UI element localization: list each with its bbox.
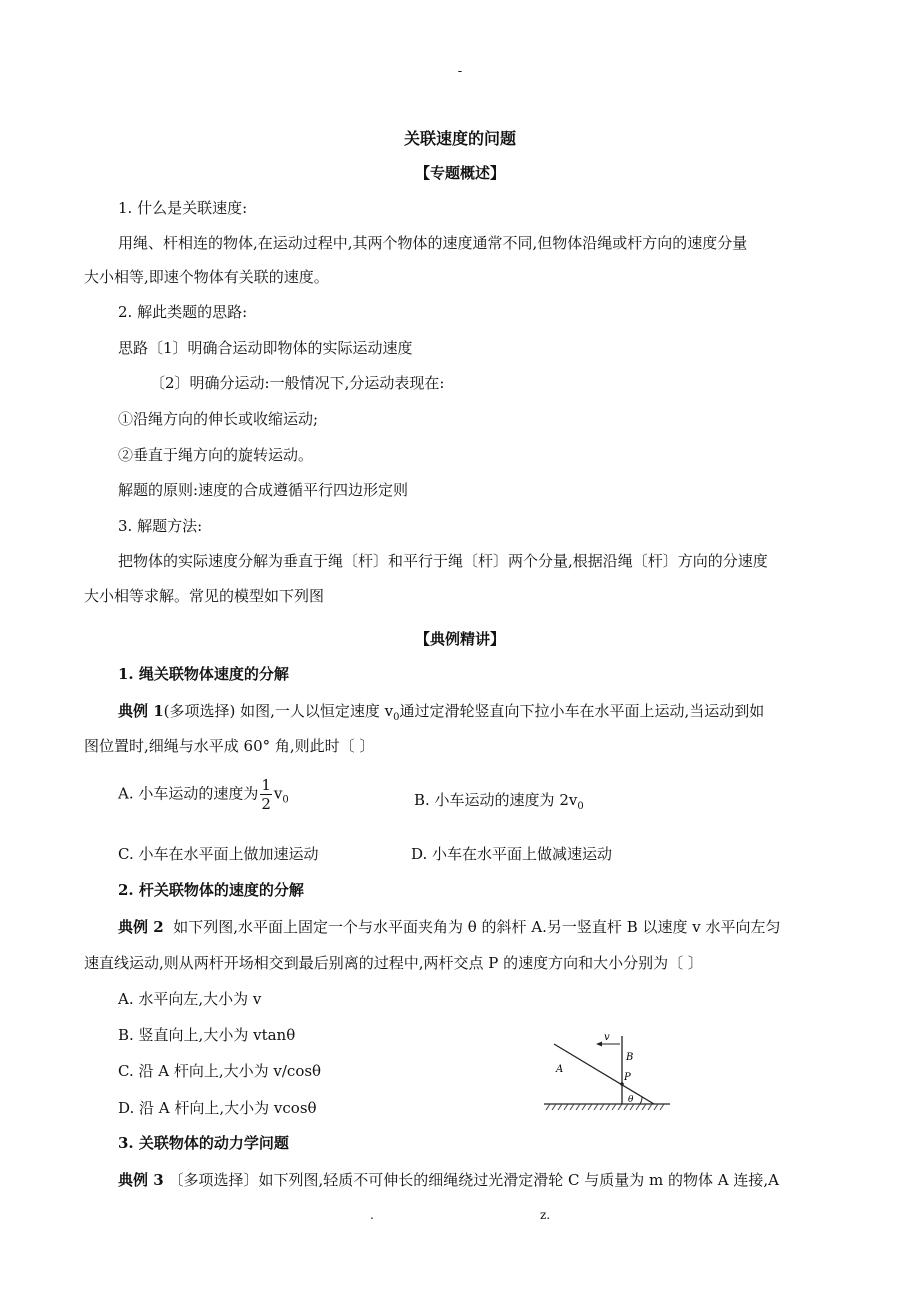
theta-arc: [640, 1097, 642, 1105]
page-title: 关联速度的问题: [403, 129, 516, 148]
example1-line2: 图位置时,细绳与水平成 60° 角,则此时〔 〕: [84, 737, 375, 755]
footer-right: z.: [540, 1208, 551, 1222]
overview-q3: 3. 解题方法:: [118, 517, 203, 535]
overview-q1: 1. 什么是关联速度:: [118, 199, 248, 217]
label-v: v: [604, 1032, 610, 1043]
section3-title: 3. 关联物体的动力学问题: [118, 1134, 289, 1152]
example2-line2: 速直线运动,则从两杆开场相交到最后别离的过程中,两杆交点 P 的速度方向和大小分别为〔 〕: [84, 954, 703, 972]
section1-title: 1. 绳关联物体速度的分解: [118, 665, 289, 683]
ground-hatch: [546, 1104, 664, 1110]
label-b: B: [626, 1052, 634, 1063]
example1-option-b: B. 小车运动的速度为 $2v_0$: [414, 791, 584, 812]
label-a: A: [556, 1064, 564, 1075]
example1-option-d: D. 小车在水平面上做减速运动: [411, 845, 613, 863]
overview-q1-body-1: 用绳、杆相连的物体,在运动过程中,其两个物体的速度通常不同,但物体沿绳或杆方向的速度分量: [118, 234, 748, 252]
header-mark: -: [457, 64, 463, 79]
velocity-arrowhead: [596, 1042, 602, 1047]
example2-label: 典例 2: [118, 918, 164, 936]
overview-q2-step2: 〔2〕明确分运动:一般情况下,分运动表现在:: [150, 374, 445, 392]
label-theta: θ: [628, 1095, 634, 1105]
label-p: P: [624, 1072, 631, 1083]
overview-q2-step4: ②垂直于绳方向的旋转运动。: [118, 446, 314, 464]
example2-option-c: C. 沿 A 杆向上,大小为 v/cosθ: [118, 1062, 322, 1080]
example2-option-d: D. 沿 A 杆向上,大小为 vcosθ: [118, 1099, 317, 1117]
overview-q2-step1: 思路〔1〕明确合运动即物体的实际运动速度: [118, 339, 413, 357]
examples-heading: 【典例精讲】: [414, 630, 505, 648]
overview-heading: 【专题概述】: [414, 164, 505, 182]
example3-line1: 典例 3 〔多项选择〕如下列图,轻质不可伸长的细绳绕过光滑定滑轮 C 与质量为 m 的物体 A 连接,A: [118, 1171, 779, 1189]
overview-q3-body-2: 大小相等求解。常见的模型如下列图: [84, 587, 325, 605]
overview-q2-step3: ①沿绳方向的伸长或收缩运动;: [118, 410, 319, 428]
overview-q3-body-1: 把物体的实际速度分解为垂直于绳〔杆〕和平行于绳〔杆〕两个分量,根据沿绳〔杆〕方向的分速度: [118, 552, 768, 570]
fraction: $\frac{1}{2}$: [261, 776, 271, 813]
footer-left: .: [370, 1208, 374, 1222]
overview-q1-body-2: 大小相等,即速个物体有关联的速度。: [84, 268, 329, 286]
example2-option-b: B. 竖直向上,大小为 vtanθ: [118, 1026, 296, 1044]
overview-q2: 2. 解此类题的思路:: [118, 303, 248, 321]
example2-line1: 典例 2 如下列图,水平面上固定一个与水平面夹角为 θ 的斜杆 A.另一竖直杆 B 以速度 v 水平向左匀: [118, 918, 781, 936]
example1-option-c: C. 小车在水平面上做加速运动: [118, 845, 319, 863]
overview-q2-principle: 解题的原则:速度的合成遵循平行四边形定则: [118, 481, 409, 499]
example3-label: 典例 3: [118, 1171, 164, 1189]
example2-figure: [540, 1030, 672, 1114]
example1-option-a: A. 小车运动的速度为 $\frac{1}{2}$ $v_0$: [118, 776, 289, 813]
example2-option-a: A. 水平向左,大小为 v: [118, 990, 262, 1008]
section2-title: 2. 杆关联物体的速度的分解: [118, 881, 304, 899]
example1-label: 典例 1: [118, 702, 164, 720]
rod-a: [554, 1044, 654, 1104]
example1-line1: 典例 1(多项选择) 如图,一人以恒定速度 $v_0$通过定滑轮竖直向下拉小车在水平面上运动,当运动到如: [118, 702, 765, 723]
